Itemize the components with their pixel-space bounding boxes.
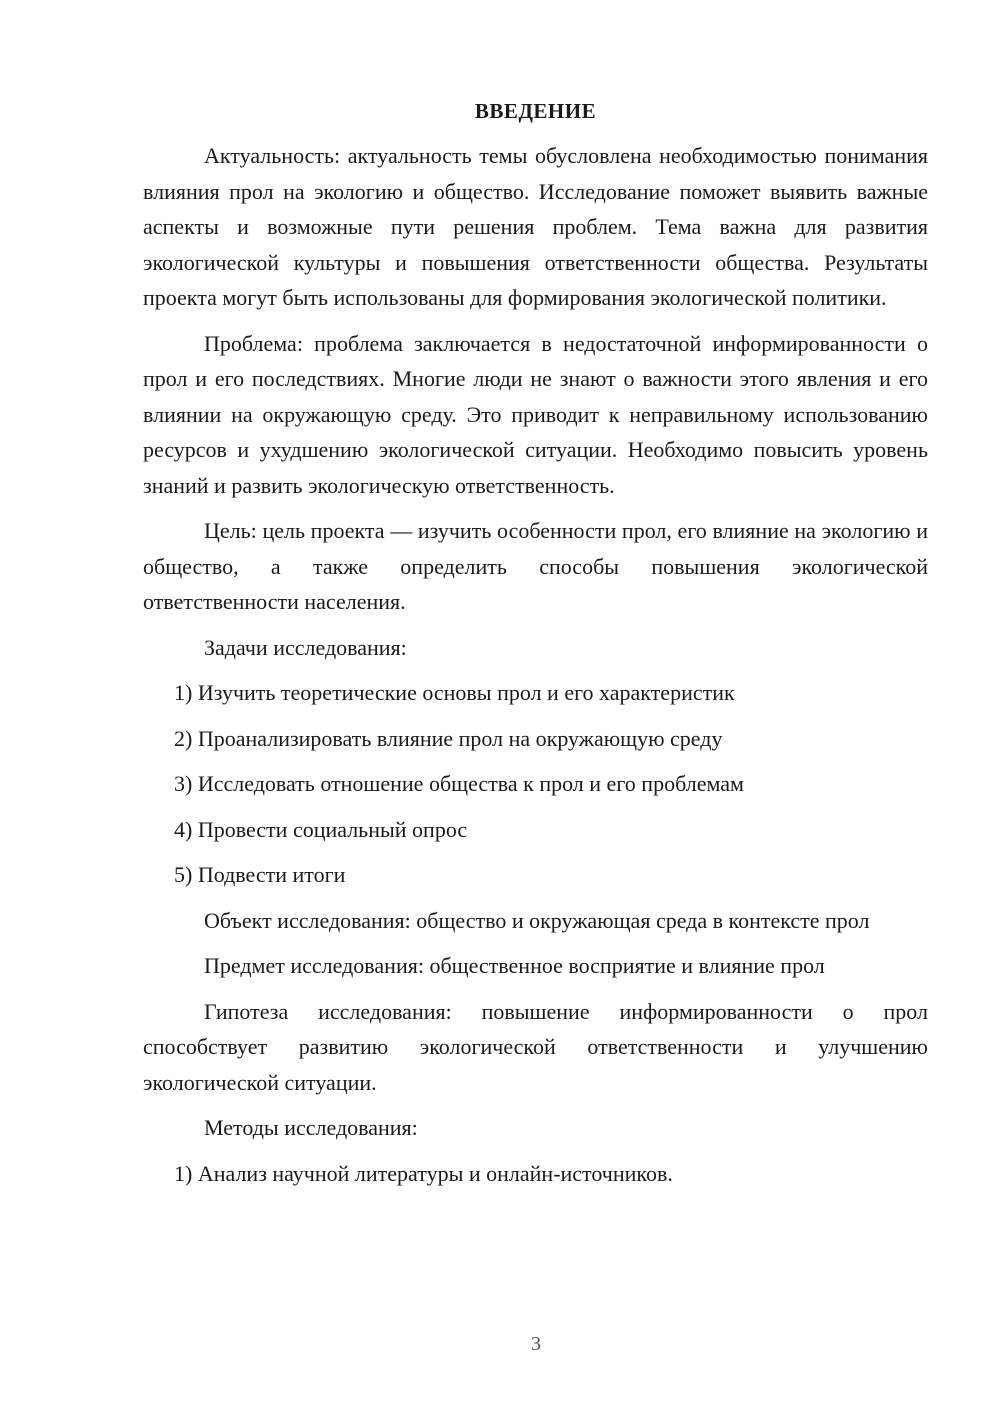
relevance-paragraph: Актуальность: актуальность темы обусловлена необходимостью понимания влияния прол на экологию и общество. Исследование поможет выявить важные аспекты и возможные пути решения проблем. Тема важна для развития экологической культуры и повышения ответственности общества. Результаты проекта могут быть использованы для формирования экологической политики. [143,143,928,310]
list-item: 1) Изучить теоретические основы прол и его характеристик [174,680,735,705]
object-paragraph: Объект исследования: общество и окружающая среда в контексте прол [204,907,870,933]
list-item: 4) Провести социальный опрос [174,816,468,842]
goal-paragraph: Цель: цель проекта — изучить особенности прол, его влияние на экологию и общество, а также определить способы повышения экологической ответственности населения. [143,518,928,614]
list-item: 2) Проанализировать влияние прол на окружающую среду [174,725,723,751]
list-item: 3) Исследовать отношение общества к прол и его проблемам [174,771,744,796]
tasks-list [143,675,928,893]
problem-paragraph: Проблема: проблема заключается в недостаточной информированности о прол и его последствиях. Многие люди не знают о важности этого явления и его влиянии на окружающую среду. Это приводит к неправильному использованию ресурсов и ухудшению экологической ситуации. Необходимо повысить уровень знаний и развить экологическую ответственность. [143,330,928,498]
hypothesis-paragraph: Гипотеза исследования: повышение информированности о прол способствует развитию экологической ответственности и улучшению экологической ситуации. [143,998,928,1095]
methods-heading: Методы исследования: [204,1115,418,1140]
document-page [143,96,928,1201]
list-item: 5) Подвести итоги [174,862,346,887]
section-title: ВВЕДЕНИЕ [474,99,597,123]
list-item: 1) Анализ научной литературы и онлайн-источников. [174,1160,673,1186]
tasks-heading: Задачи исследования: [204,634,407,660]
subject-paragraph: Предмет исследования: общественное восприятие и влияние прол [204,953,825,978]
methods-list [143,1156,928,1192]
page-number: 3 [531,1333,541,1355]
